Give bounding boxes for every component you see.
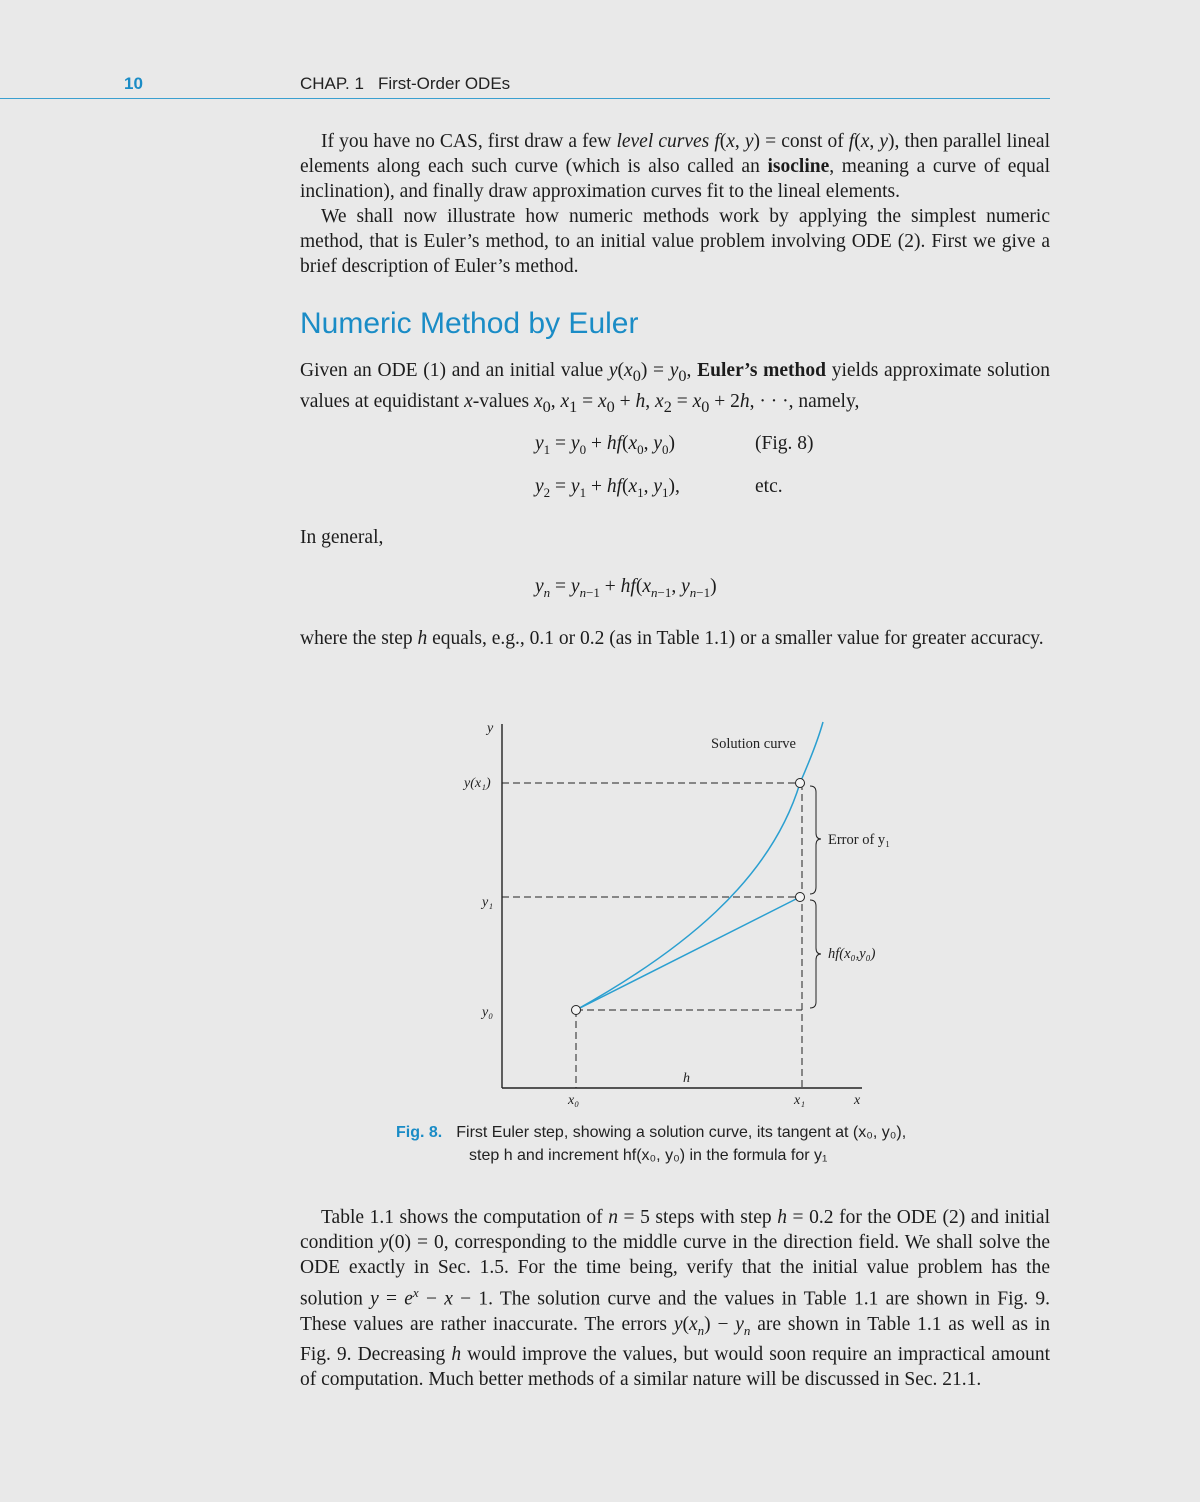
figure-label: Fig. 8. <box>396 1124 443 1141</box>
label-h: h <box>683 1071 690 1086</box>
paragraph-intro-euler: We shall now illustrate how numeric methods work by applying the simplest numeric method, that is Euler’s method, to an initial value problem involving ODE (2). First we give a brief description of Euler’s method. <box>300 206 1050 277</box>
tangent-line <box>576 897 800 1010</box>
caption-line1: First Euler step, showing a solution curve, its tangent at (x₀, y₀), <box>456 1124 907 1141</box>
y-axis-label: y <box>487 721 494 736</box>
section-title: Numeric Method by Euler <box>300 307 639 340</box>
solution-curve <box>576 722 823 1010</box>
point-x1-y-x1 <box>796 779 805 788</box>
label-y-x1: y(x₁) <box>464 776 491 791</box>
equation-y1: $y_1 = y_0 + hf(x_0$, $y_0$) <box>535 433 676 457</box>
equation-y2: $y_2 = y_1 + hf(x_1$, $y_1$), <box>535 476 680 500</box>
point-x1-y1 <box>796 893 805 902</box>
label-x0: x₀ <box>568 1093 580 1108</box>
paragraph-euler-definition: Given an ODE (1) and an initial value $y(x_0) = y_0$, Euler’s method yields approximate solution values at equidistant x-values $x_0$, $x_1 = x_0 + h$, $x_2 = x_0 + 2h$, · · ·, namely, <box>300 360 1051 416</box>
label-solution-curve: Solution curve <box>711 736 796 752</box>
figure-caption <box>396 1121 906 1167</box>
point-x0-y0 <box>572 1006 581 1015</box>
label-error: Error of y₁ <box>828 832 891 848</box>
increment-brace <box>810 900 821 1008</box>
label-x1: x₁ <box>794 1093 806 1108</box>
paragraph-table-discussion: Table 1.1 shows the computation of n = 5 steps with step h = 0.2 for the ODE (2) and initial condition y(0) = 0, corresponding to the middle curve in the direction field. We shall solve the ODE exactly in Sec. 1.5. For the time being, verify that the initial value problem has the solution $y = e^x - x - 1$. The solution curve and the values in Table 1.1 are shown in Fig. 9. These values are rather inaccurate. The errors $y(x_n) - y_n$ are shown in Table 1.1 as well as in Fig. 9. Decreasing h would improve the values, but would soon require an impractical amount of computation. Much better methods of a similar nature will be discussed in Sec. 21.1. <box>300 1207 1050 1391</box>
euler-step-diagram <box>440 712 900 1112</box>
equation-y1-ref: (Fig. 8) <box>755 433 814 454</box>
caption-line2: step h and increment hf(x₀, y₀) in the formula for y₁ <box>469 1147 828 1164</box>
label-y1: y₁ <box>482 895 494 910</box>
page-header <box>0 70 1050 99</box>
error-brace <box>810 786 821 894</box>
chapter-title: First-Order ODEs <box>377 74 511 93</box>
chapter-label: CHAP. 1 <box>300 74 364 93</box>
paragraph-in-general: In general, <box>300 527 384 548</box>
label-increment: hf(x₀,y₀) <box>828 946 876 962</box>
x-axis-label: x <box>854 1093 861 1108</box>
equation-yn: $y_n = y_{n-1} + hf(x_{n-1}$, $y_{n-1}$) <box>535 576 717 600</box>
equation-y2-etc: etc. <box>755 476 783 497</box>
paragraph-isocline: If you have no CAS, first draw a few level curves f(x, y) = const of f(x, y), then parallel lineal elements along each such curve (which is also called an isocline, meaning a curve of equal inclination), and finally draw approximation curves fit to the lineal elements. <box>300 131 1050 202</box>
label-y0: y₀ <box>482 1005 494 1020</box>
figure-euler-step <box>440 712 900 1112</box>
chapter-heading <box>300 74 510 94</box>
page-number: 10 <box>124 74 143 93</box>
paragraph-step-size: where the step h equals, e.g., 0.1 or 0.2 (as in Table 1.1) or a smaller value for greater accuracy. <box>300 628 1044 649</box>
